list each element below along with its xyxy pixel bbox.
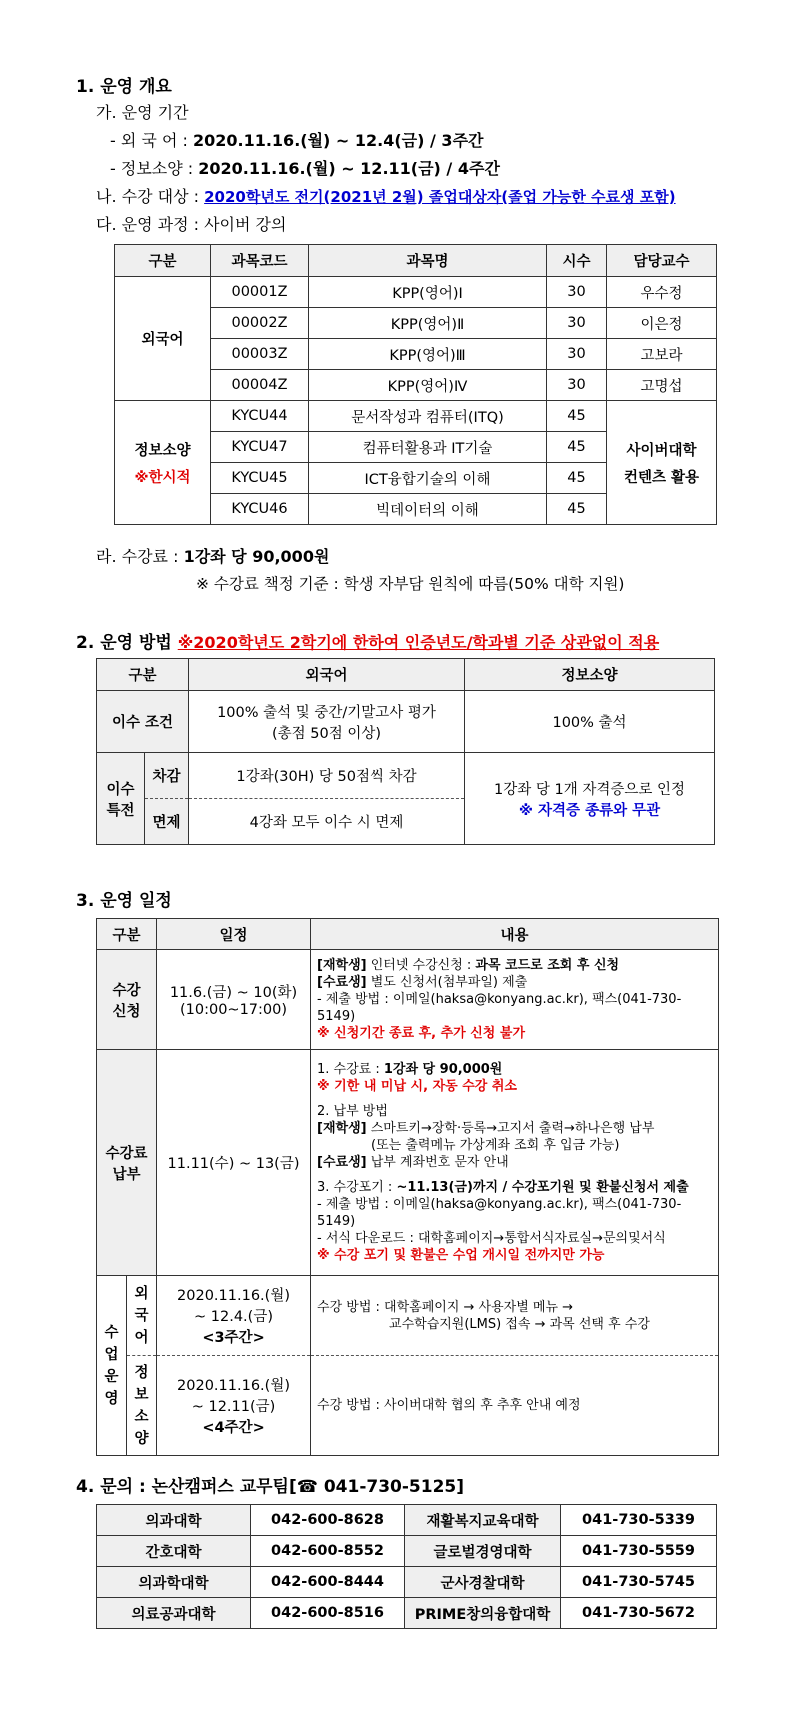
- reg-content-line2: [317, 974, 716, 991]
- contact-college: 재활복지교육대학: [405, 1505, 561, 1536]
- fee-c1-label: 1. 수강료 :: [317, 1062, 384, 1077]
- cond-label: 이수 조건: [97, 691, 189, 753]
- run-foreign-date-line3: <3주간>: [202, 1330, 265, 1346]
- course-name: KPP(영어)Ⅱ: [309, 308, 547, 339]
- cond-foreign: [189, 691, 465, 753]
- reg-label: [97, 950, 157, 1050]
- fee-c1: [317, 1061, 716, 1078]
- th-method-foreign: 외국어: [189, 659, 465, 691]
- run-foreign-date-line1: 2020.11.16.(월): [177, 1288, 290, 1304]
- cond-foreign-line2: (총점 50점 이상): [272, 725, 382, 742]
- th-hours: 시수: [547, 245, 607, 277]
- fee-c6-tag: [수료생]: [317, 1155, 367, 1170]
- prof-line1: 사이버대학: [626, 442, 697, 459]
- run-label-char: 운: [104, 1368, 119, 1385]
- course-hours: 45: [547, 494, 607, 525]
- contact-college: 의과대학: [97, 1505, 251, 1536]
- run-info-char: 양: [134, 1430, 149, 1447]
- fee-c8: - 제출 방법 : 이메일(haksa@konyang.ac.kr), 팩스(041-730-5149): [317, 1197, 682, 1229]
- cond-foreign-line1: 100% 출석 및 중간/기말고사 평가: [217, 704, 436, 721]
- th-prof: 담당교수: [607, 245, 717, 277]
- course-code: KYCU45: [211, 463, 309, 494]
- course-hours: 45: [547, 432, 607, 463]
- course-prof: 고보라: [607, 339, 717, 370]
- reg-date-line2: (10:00~17:00): [179, 1002, 288, 1018]
- course-hours: 45: [547, 401, 607, 432]
- special-label-line2: 특전: [106, 802, 135, 819]
- target-label: 나. 수강 대상 :: [96, 187, 205, 206]
- special-label: [97, 753, 145, 845]
- run-foreign-content-line1: 수강 방법 : 대학홈페이지 → 사용자별 메뉴 →: [317, 1299, 574, 1315]
- section1-title: 1. 운영 개요: [76, 77, 172, 97]
- course-name: 빅데이터의 이해: [309, 494, 547, 525]
- run-foreign-date-line2: ~ 12.4.(금): [194, 1309, 273, 1325]
- section2-title-text: 2. 운영 방법: [76, 633, 178, 653]
- section3-title: 3. 운영 일정: [76, 891, 172, 911]
- fee-c4: [317, 1120, 716, 1137]
- fee-c7-value: ~11.13(금)까지 / 수강포기원 및 환불신청서 제출: [396, 1180, 689, 1195]
- reg-c2-text: 별도 신청서(첨부파일) 제출: [366, 975, 528, 990]
- reg-content: [311, 950, 719, 1050]
- course-hours: 30: [547, 370, 607, 401]
- run-label-char: 업: [104, 1346, 119, 1363]
- contact-college: 간호대학: [97, 1536, 251, 1567]
- run-info-char: 정: [134, 1364, 149, 1381]
- fee-c2: ※ 기한 내 미납 시, 자동 수강 취소: [317, 1079, 517, 1094]
- deduct-value: 1강좌(30H) 당 50점씩 차감: [189, 753, 465, 799]
- run-info-char: 소: [134, 1408, 149, 1425]
- reg-content-line3: - 제출 방법 : 이메일(haksa@konyang.ac.kr), 팩스(041-730-5149): [317, 992, 682, 1024]
- contact-college: 의료공과대학: [97, 1598, 251, 1629]
- th-category: 구분: [115, 245, 211, 277]
- course-hours: 45: [547, 463, 607, 494]
- contact-college: 의과학대학: [97, 1567, 251, 1598]
- reg-label-line1: 수강: [112, 982, 141, 999]
- run-info-char: 보: [134, 1386, 149, 1403]
- contact-phone: 042-600-8516: [251, 1598, 405, 1629]
- contact-table: [96, 1504, 717, 1629]
- period-heading: 가. 운영 기간: [96, 103, 189, 122]
- fee-c4-text: 스마트키→장학·등록→고지서 출력→하나은행 납부: [366, 1121, 655, 1136]
- group-info: [115, 401, 211, 525]
- contact-phone: 041-730-5745: [561, 1567, 717, 1598]
- special-info: [465, 753, 715, 845]
- run-info-label: [127, 1356, 157, 1456]
- section2-title: [76, 628, 659, 653]
- foreign-period-label: - 외 국 어 :: [110, 131, 193, 150]
- fee-c9: - 서식 다운로드 : 대학홈페이지→통합서식자료실→문의및서식: [317, 1231, 666, 1246]
- contact-phone: 041-730-5672: [561, 1598, 717, 1629]
- course-code: 00002Z: [211, 308, 309, 339]
- run-label: [97, 1276, 127, 1456]
- exempt-value: 4강좌 모두 이수 시 면제: [189, 799, 465, 845]
- special-info-line1: 1강좌 당 1개 자격증으로 인정: [494, 781, 685, 798]
- run-foreign-char: 외: [134, 1285, 149, 1302]
- course-code: KYCU47: [211, 432, 309, 463]
- course-code: KYCU46: [211, 494, 309, 525]
- fee-c6: [317, 1154, 716, 1171]
- run-foreign-content: [311, 1276, 719, 1356]
- group-info-label: 정보소양: [134, 442, 191, 459]
- fee-value: 1강좌 당 90,000원: [183, 547, 330, 566]
- tag-graduate: [수료생]: [317, 975, 367, 990]
- course-prof: 이은정: [607, 308, 717, 339]
- group-foreign: 외국어: [115, 277, 211, 401]
- fee-pay-label-line2: 납부: [112, 1166, 141, 1183]
- th-method-category: 구분: [97, 659, 189, 691]
- foreign-period-line: [110, 128, 483, 151]
- reg-c1-bold: 과목 코드로 조회 후 신청: [475, 958, 620, 973]
- th-schedule-date: 일정: [157, 919, 311, 950]
- reg-content-line1: [317, 957, 716, 974]
- course-name: 문서작성과 컴퓨터(ITQ): [309, 401, 547, 432]
- course-line: 다. 운영 과정 : 사이버 강의: [96, 215, 287, 234]
- run-foreign-char: 어: [134, 1329, 149, 1346]
- tag-student: [재학생]: [317, 958, 367, 973]
- run-label-char: 수: [104, 1324, 119, 1341]
- deduct-label: 차감: [145, 753, 189, 799]
- fee-c10: ※ 수강 포기 및 환불은 수업 개시일 전까지만 가능: [317, 1248, 605, 1263]
- fee-pay-label-line1: 수강료: [105, 1145, 148, 1162]
- section2-note: ※2020학년도 2학기에 한하여 인증년도/학과별 기준 상관없이 적용: [177, 633, 660, 652]
- course-table: [114, 244, 717, 525]
- course-hours: 30: [547, 339, 607, 370]
- contact-phone: 042-600-8444: [251, 1567, 405, 1598]
- th-schedule-content: 내용: [311, 919, 719, 950]
- run-info-content: 수강 방법 : 사이버대학 협의 후 추후 안내 예정: [311, 1356, 719, 1456]
- course-hours: 30: [547, 308, 607, 339]
- contact-phone: 041-730-5559: [561, 1536, 717, 1567]
- th-method-info: 정보소양: [465, 659, 715, 691]
- foreign-period-value: 2020.11.16.(월) ~ 12.4(금) / 3주간: [192, 131, 484, 150]
- fee-pay-label: [97, 1050, 157, 1276]
- course-code: 00003Z: [211, 339, 309, 370]
- reg-date: [157, 950, 311, 1050]
- exempt-label: 면제: [145, 799, 189, 845]
- group-info-prof: [607, 401, 717, 525]
- course-name: KPP(영어)Ⅲ: [309, 339, 547, 370]
- special-label-line1: 이수: [106, 781, 135, 798]
- reg-c1-text: 인터넷 수강신청 :: [366, 958, 476, 973]
- run-foreign-date: [157, 1276, 311, 1356]
- run-info-date-line2: ~ 12.11(금): [191, 1399, 276, 1415]
- course-name: KPP(영어)Ⅰ: [309, 277, 547, 308]
- reg-label-line2: 신청: [112, 1003, 141, 1020]
- method-table: [96, 658, 715, 845]
- run-info-date-line3: <4주간>: [202, 1420, 265, 1436]
- contact-college: 글로벌경영대학: [405, 1536, 561, 1567]
- fee-pay-date: 11.11(수) ~ 13(금): [157, 1050, 311, 1276]
- run-info-date-line1: 2020.11.16.(월): [177, 1378, 290, 1394]
- contact-phone: 042-600-8552: [251, 1536, 405, 1567]
- course-prof: 우수정: [607, 277, 717, 308]
- run-foreign-label: [127, 1276, 157, 1356]
- course-name: ICT융합기술의 이해: [309, 463, 547, 494]
- contact-college: PRIME창의융합대학: [405, 1598, 561, 1629]
- info-period-line: [110, 156, 500, 179]
- course-code: 00004Z: [211, 370, 309, 401]
- fee-line: [96, 544, 329, 567]
- run-info-date: [157, 1356, 311, 1456]
- target-line: [96, 184, 676, 207]
- fee-c1-value: 1강좌 당 90,000원: [383, 1062, 503, 1077]
- run-label-char: 영: [104, 1390, 119, 1407]
- fee-c7-label: 3. 수강포기 :: [317, 1180, 397, 1195]
- schedule-table: [96, 918, 719, 1456]
- special-info-line2: ※ 자격증 종류와 무관: [518, 802, 661, 819]
- prof-line2: 컨텐츠 활용: [623, 469, 700, 486]
- course-hours: 30: [547, 277, 607, 308]
- course-name: 컴퓨터활용과 IT기술: [309, 432, 547, 463]
- contact-phone: 041-730-5339: [561, 1505, 717, 1536]
- fee-c4-tag: [재학생]: [317, 1121, 367, 1136]
- fee-c3: 2. 납부 방법: [317, 1104, 388, 1119]
- course-code: KYCU44: [211, 401, 309, 432]
- reg-date-line1: 11.6.(금) ~ 10(화): [169, 985, 298, 1001]
- th-schedule-category: 구분: [97, 919, 157, 950]
- fee-c5: (또는 출력메뉴 가상계좌 조회 후 입금 가능): [371, 1138, 620, 1153]
- run-foreign-content-line2: 교수학습지원(LMS) 접속 → 과목 선택 후 수강: [389, 1316, 650, 1332]
- contact-phone: 042-600-8628: [251, 1505, 405, 1536]
- course-name: KPP(영어)Ⅳ: [309, 370, 547, 401]
- cond-info: 100% 출석: [465, 691, 715, 753]
- fee-c7: [317, 1179, 716, 1196]
- group-info-note: ※한시적: [134, 469, 191, 486]
- reg-content-line4: ※ 신청기간 종료 후, 추가 신청 불가: [317, 1026, 526, 1041]
- contact-college: 군사경찰대학: [405, 1567, 561, 1598]
- target-value: 2020학년도 전기(2021년 2월) 졸업대상자(졸업 가능한 수료생 포함): [204, 188, 676, 206]
- info-period-label: - 정보소양 :: [110, 159, 199, 178]
- fee-note: ※ 수강료 책정 기준 : 학생 자부담 원칙에 따름(50% 대학 지원): [196, 575, 625, 593]
- fee-pay-content: [311, 1050, 719, 1276]
- section4-title: 4. 문의 : 논산캠퍼스 교무팀[☎ 041-730-5125]: [76, 1477, 465, 1497]
- info-period-value: 2020.11.16.(월) ~ 12.11(금) / 4주간: [198, 159, 500, 178]
- fee-c6-text: 납부 계좌번호 문자 안내: [366, 1155, 509, 1170]
- th-code: 과목코드: [211, 245, 309, 277]
- run-foreign-char: 국: [134, 1307, 149, 1324]
- course-prof: 고명섭: [607, 370, 717, 401]
- course-code: 00001Z: [211, 277, 309, 308]
- fee-label: 라. 수강료 :: [96, 547, 184, 566]
- th-name: 과목명: [309, 245, 547, 277]
